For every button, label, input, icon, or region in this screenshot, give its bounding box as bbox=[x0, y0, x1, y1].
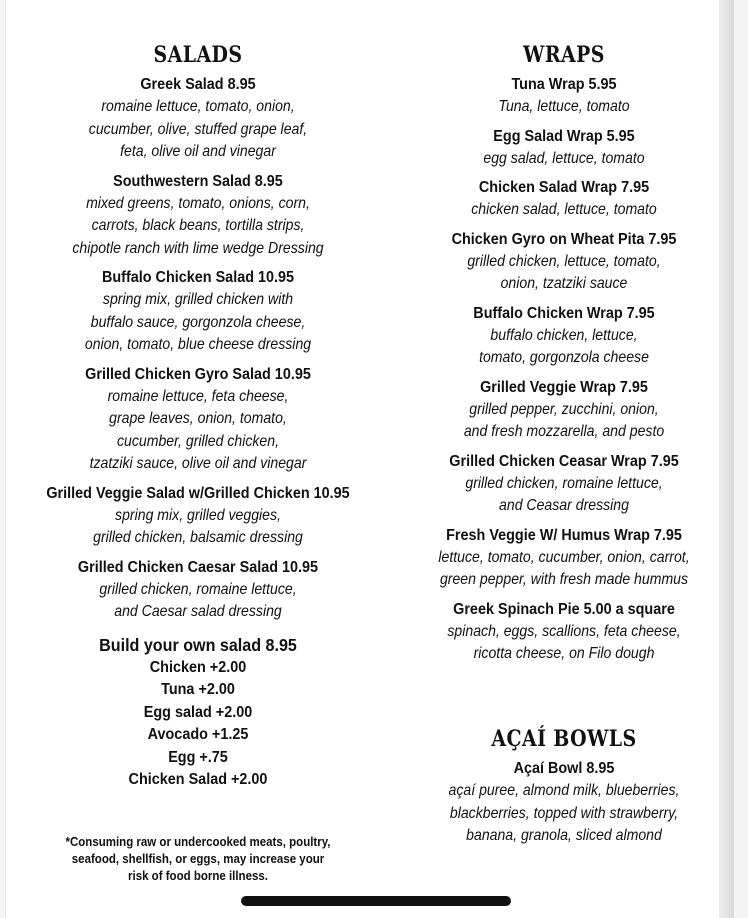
menu-item-greek-spinach-pie bbox=[380, 599, 748, 666]
item-description: spinach, eggs, scallions, feta cheese, ricotta cheese, on Filo dough bbox=[447, 622, 681, 662]
addon-item: Egg salad +2.00 bbox=[143, 703, 253, 721]
menu-item-greek-salad bbox=[12, 74, 384, 164]
item-description: açaí puree, almond milk, blueberries, blackberries, topped with strawberry, banana, granola, sliced almond bbox=[448, 782, 680, 844]
item-description: romaine lettuce, tomato, onion, cucumber, olive, stuffed grape leaf, feta, olive oil and vinegar bbox=[88, 98, 308, 160]
item-name: Grilled Chicken Gyro Salad 10.95 bbox=[85, 365, 311, 383]
build-your-own-salad bbox=[12, 633, 384, 792]
menu-item-grilled-chicken-caesar-salad bbox=[12, 557, 384, 624]
item-name: Grilled Veggie Salad w/Grilled Chicken 10.95 bbox=[46, 484, 350, 502]
menu-item-acai-bowl bbox=[380, 758, 748, 848]
item-name: Southwestern Salad 8.95 bbox=[113, 172, 283, 190]
item-name: Chicken Salad Wrap 7.95 bbox=[478, 179, 650, 196]
item-name: Buffalo Chicken Salad 10.95 bbox=[101, 269, 295, 286]
item-description: grilled chicken, romaine lettuce, and Ceasar dressing bbox=[465, 474, 663, 514]
item-name: Grilled Chicken Ceasar Wrap 7.95 bbox=[449, 452, 679, 470]
acai-bowls-section bbox=[380, 724, 748, 855]
item-name: Egg Salad Wrap 5.95 bbox=[493, 127, 635, 145]
item-name: Açaí Bowl 8.95 bbox=[513, 760, 615, 777]
item-description: spring mix, grilled chicken with buffalo sauce, gorgonzola cheese, onion, tomato, blue cheese dressing bbox=[84, 291, 312, 353]
item-description: chicken salad, lettuce, tomato bbox=[471, 201, 657, 218]
menu-item-chicken-salad-wrap bbox=[380, 177, 748, 222]
item-description: grilled chicken, lettuce, tomato, onion, tzatziki sauce bbox=[467, 252, 661, 292]
menu-item-grilled-veggie-salad bbox=[12, 483, 384, 550]
menu-item-tuna-wrap bbox=[380, 74, 748, 119]
menu-item-buffalo-chicken-salad bbox=[12, 267, 384, 357]
menu-item-fresh-veggie-humus-wrap bbox=[380, 525, 748, 592]
item-name: Tuna Wrap 5.95 bbox=[511, 76, 617, 93]
menu-item-grilled-chicken-gyro-salad bbox=[12, 364, 384, 476]
item-name: Greek Spinach Pie 5.00 a square bbox=[453, 600, 675, 618]
item-description: grilled chicken, romaine lettuce, and Caesar salad dressing bbox=[99, 580, 297, 620]
item-description: buffalo chicken, lettuce, tomato, gorgonzola cheese bbox=[479, 326, 649, 366]
wraps-column bbox=[380, 40, 748, 673]
addon-item: Tuna +2.00 bbox=[161, 681, 235, 698]
acai-bowls-heading: AÇAÍ BOWLS bbox=[491, 726, 637, 752]
menu-item-buffalo-chicken-wrap bbox=[380, 303, 748, 370]
menu-item-grilled-chicken-ceasar-wrap bbox=[380, 451, 748, 518]
build-your-own-title: Build your own salad 8.95 bbox=[99, 634, 297, 655]
food-safety-disclaimer: *Consuming raw or undercooked meats, poultry, seafood, shellfish, or eggs, may increase your risk of food borne illness. bbox=[65, 835, 331, 883]
item-description: grilled pepper, zucchini, onion, and fresh mozzarella, and pesto bbox=[463, 400, 665, 440]
menu-item-grilled-veggie-wrap bbox=[380, 377, 748, 444]
home-indicator-bar[interactable] bbox=[241, 896, 511, 906]
item-description: mixed greens, tomato, onions, corn, carrots, black beans, tortilla strips, chipotle ranch with lime wedge Dressing bbox=[72, 194, 324, 257]
item-name: Chicken Gyro on Wheat Pita 7.95 bbox=[451, 230, 677, 248]
menu-item-southwestern-salad bbox=[12, 171, 384, 261]
item-description: spring mix, grilled veggies, grilled chicken, balsamic dressing bbox=[93, 506, 303, 546]
item-name: Buffalo Chicken Wrap 7.95 bbox=[473, 304, 655, 322]
addon-item: Egg +.75 bbox=[168, 748, 228, 766]
item-description: egg salad, lettuce, tomato bbox=[483, 149, 645, 167]
item-description: romaine lettuce, feta cheese, grape leaves, onion, tomato, cucumber, grilled chicken, tzatziki sauce, olive oil and vinegar bbox=[89, 387, 307, 472]
item-description: Tuna, lettuce, tomato bbox=[498, 98, 630, 115]
wraps-heading: WRAPS bbox=[523, 42, 605, 68]
addon-item: Chicken +2.00 bbox=[149, 658, 247, 676]
item-name: Greek Salad 8.95 bbox=[140, 76, 256, 93]
item-name: Fresh Veggie W/ Humus Wrap 7.95 bbox=[446, 526, 682, 544]
addon-item: Chicken Salad +2.00 bbox=[128, 771, 268, 788]
item-name: Grilled Chicken Caesar Salad 10.95 bbox=[77, 558, 319, 576]
menu-item-chicken-gyro-pita bbox=[380, 229, 748, 296]
salads-column bbox=[12, 40, 384, 792]
addon-item: Avocado +1.25 bbox=[147, 726, 249, 743]
menu-item-egg-salad-wrap bbox=[380, 126, 748, 171]
item-description: lettuce, tomato, cucumber, onion, carrot, green pepper, with fresh made hummus bbox=[438, 548, 690, 588]
salads-heading: SALADS bbox=[153, 42, 243, 68]
item-name: Grilled Veggie Wrap 7.95 bbox=[480, 378, 648, 396]
